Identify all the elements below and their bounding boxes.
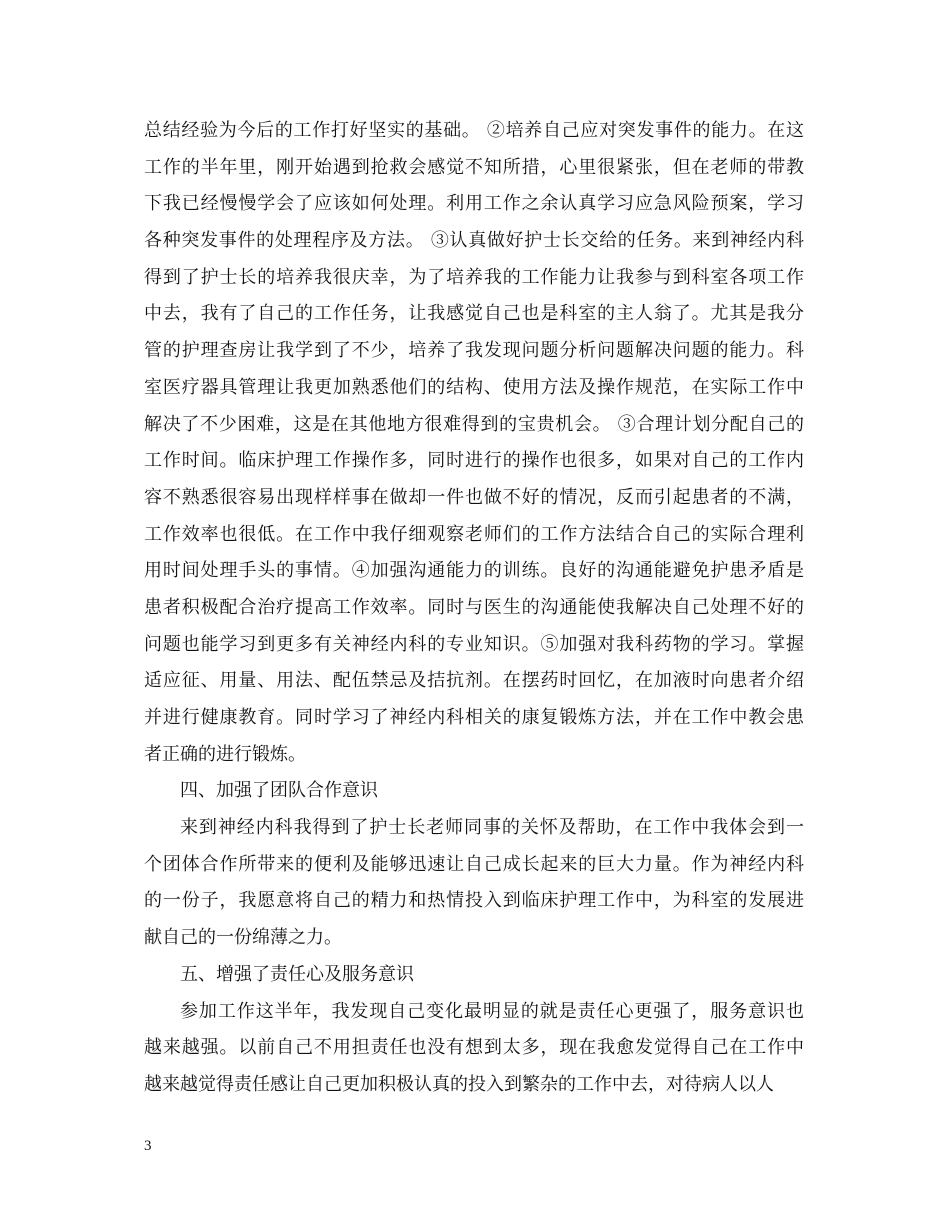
paragraph-line: 各种突发事件的处理程序及方法。 ③认真做好护士长交给的任务。来到神经内科 — [144, 230, 804, 252]
paragraph-line: 中去，我有了自己的工作任务，让我感觉自己也是科室的主人翁了。尤其是我分 — [144, 303, 804, 325]
paragraph-line: 四、加强了团队合作意识 — [180, 780, 378, 802]
paragraph-line: 工作的半年里，刚开始遇到抢救会感觉不知所措，心里很紧张，但在老师的带教 — [144, 156, 804, 178]
paragraph-line: 管的护理查房让我学到了不少，培养了我发现问题分析问题解决问题的能力。科 — [144, 340, 804, 362]
paragraph-line: 越来越觉得责任感让自己更加积极认真的投入到繁杂的工作中去，对待病人以人 — [144, 1073, 774, 1095]
paragraph-line: 并进行健康教育。同时学习了神经内科相关的康复锻炼方法，并在工作中教会患 — [144, 707, 804, 728]
paragraph — [144, 810, 804, 957]
paragraph-line: 得到了护士长的培养我很庆幸，为了培养我的工作能力让我参与到科室各项工作 — [144, 266, 804, 288]
paragraph-line: 越来越强。以前自己不用担责任也没有想到太多，现在我愈发觉得自己在工作中 — [144, 1037, 804, 1059]
paragraph — [144, 773, 804, 810]
paragraph-line: 工作时间。临床护理工作操作多，同时进行的操作也很多，如果对自己的工作内 — [144, 450, 804, 472]
paragraph-line: 五、增强了责任心及服务意识 — [180, 963, 414, 985]
paragraph-line: 献自己的一份绵薄之力。 — [144, 927, 342, 949]
paragraph-line: 适应征、用量、用法、配伍禁忌及拮抗剂。在摆药时回忆，在加液时向患者介绍 — [144, 670, 804, 692]
paragraph — [144, 994, 804, 1104]
paragraph-line: 容不熟悉很容易出现样样事在做却一件也做不好的情况，反而引起患者的不满， — [144, 486, 804, 508]
paragraph-line: 解决了不少困难，这是在其他地方很难得到的宝贵机会。 ③合理计划分配自己的 — [144, 413, 804, 435]
paragraph-line: 参加工作这半年，我发现自己变化最明显的就是责任心更强了，服务意识也 — [180, 1000, 804, 1022]
paragraph-line: 来到神经内科我得到了护士长老师同事的关怀及帮助，在工作中我体会到一 — [180, 817, 804, 839]
paragraph-line: 工作效率也很低。在工作中我仔细观察老师们的工作方法结合自己的实际合理利 — [144, 523, 804, 545]
paragraph-line: 总结经验为今后的工作打好坚实的基础。 ②培养自己应对突发事件的能力。在这 — [144, 120, 804, 141]
paragraph-line: 下我已经慢慢学会了应该如何处理。利用工作之余认真学习应急风险预案，学习 — [144, 193, 804, 215]
page-number: 3 — [144, 1138, 152, 1154]
paragraph — [144, 957, 804, 994]
paragraph-line: 个团体合作所带来的便利及能够迅速让自己成长起来的巨大力量。作为神经内科 — [144, 853, 804, 875]
paragraph-line: 患者积极配合治疗提高工作效率。同时与医生的沟通能使我解决自己处理不好的 — [144, 596, 804, 618]
paragraph-line: 的一份子，我愿意将自己的精力和热情投入到临床护理工作中，为科室的发展进 — [144, 890, 804, 912]
paragraph-line: 室医疗器具管理让我更加熟悉他们的结构、使用方法及操作规范，在实际工作中 — [144, 376, 804, 398]
paragraph — [144, 113, 804, 773]
paragraph-line: 者正确的进行锻炼。 — [144, 743, 306, 765]
paragraph-line: 问题也能学习到更多有关神经内科的专业知识。⑤加强对我科药物的学习。掌握 — [144, 633, 804, 655]
paragraph-line: 用时间处理手头的事情。④加强沟通能力的训练。良好的沟通能避免护患矛盾是 — [144, 560, 804, 582]
document-body — [144, 113, 804, 1104]
